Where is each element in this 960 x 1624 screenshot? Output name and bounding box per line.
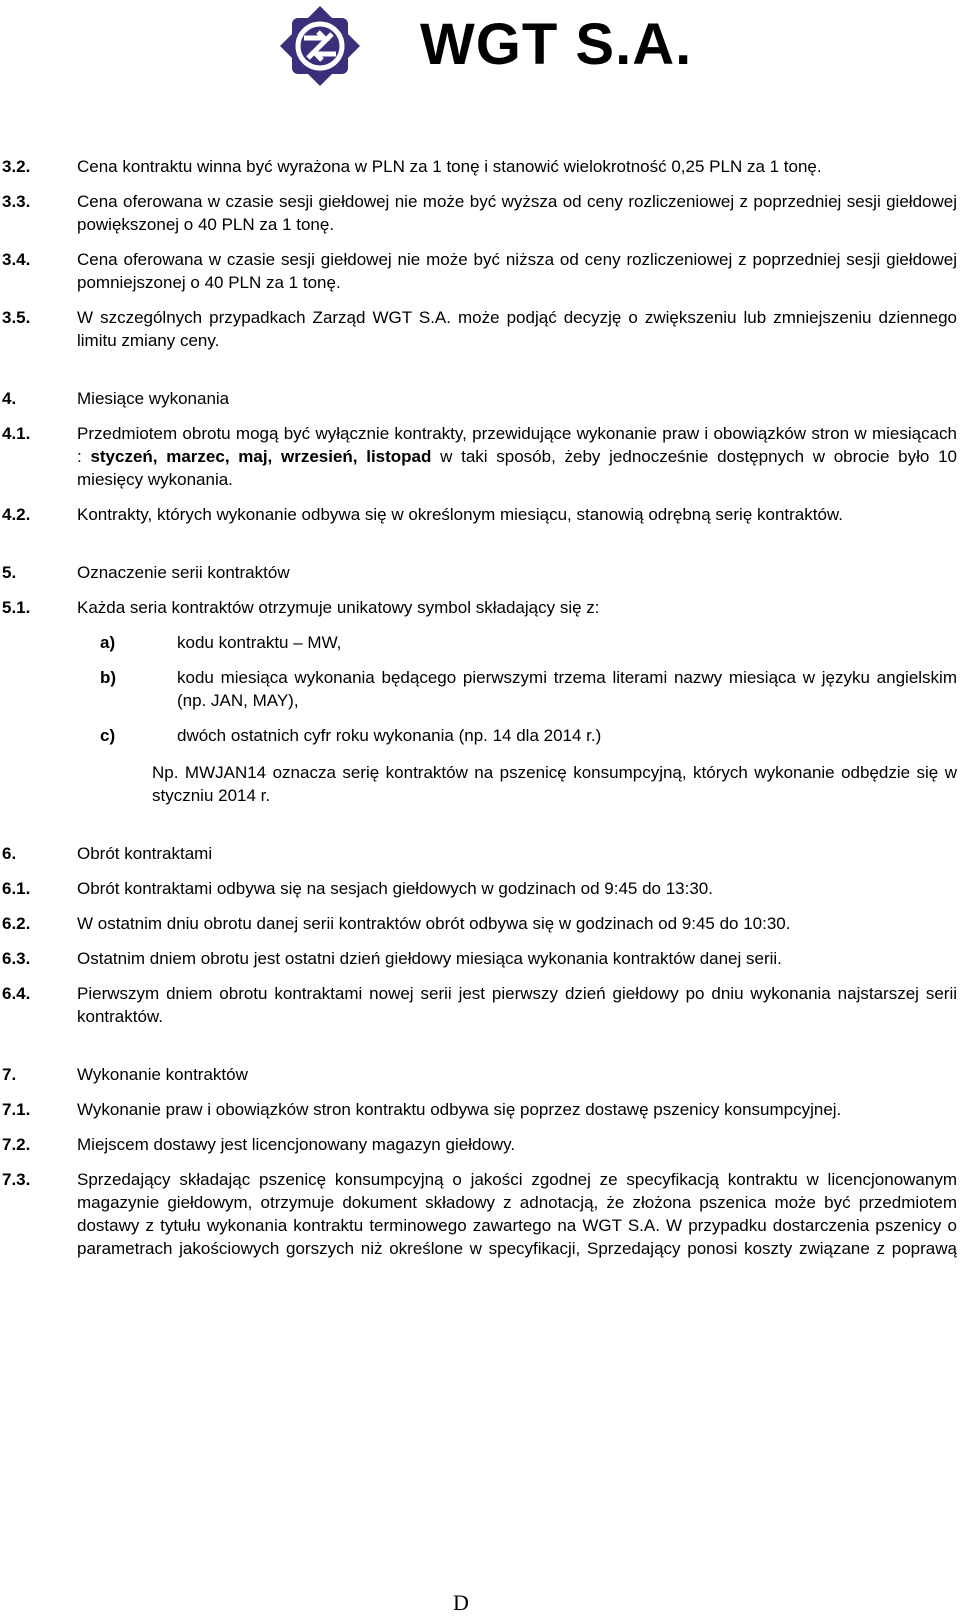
clause-6-4 (0, 982, 960, 1028)
example-note: Np. MWJAN14 oznacza serię kontraktów na pszenicę konsumpcyjną, których wykonanie odbędzie się w styczniu 2014 r. (152, 763, 957, 805)
clause-text: Obrót kontraktami odbywa się na sesjach giełdowych w godzinach od 9:45 do 13:30. (77, 879, 713, 898)
section-number: 6. (2, 844, 17, 863)
list-letter: b) (100, 668, 117, 687)
list-text: dwóch ostatnich cyfr roku wykonania (np. 14 dla 2014 r.) (177, 726, 602, 745)
clause-6-1 (0, 877, 960, 900)
document-header (0, 0, 960, 92)
list-letter: a) (100, 633, 116, 652)
clause-6-3 (0, 947, 960, 970)
page-footer-mark: D (453, 1590, 469, 1615)
clause-text: Cena oferowana w czasie sesji giełdowej nie może być wyższa od ceny rozliczeniowej z poprzedniej sesji giełdowej powiększonej o 40 PLN za 1 tonę. (77, 192, 957, 234)
spacer (0, 538, 960, 561)
clause-7-2 (0, 1133, 960, 1156)
section-heading-7 (0, 1063, 960, 1086)
clause-7-1 (0, 1098, 960, 1121)
section-number: 4. (2, 389, 17, 408)
spacer (0, 1040, 960, 1063)
list-text: kodu miesiąca wykonania będącego pierwszymi trzema literami nazwy miesiąca w języku angielskim (np. JAN, MAY), (177, 668, 957, 710)
section-heading-6 (0, 842, 960, 865)
clause-number: 4.2. (2, 505, 31, 524)
list-item-a (0, 631, 960, 654)
clause-3-5 (0, 306, 960, 352)
clause-number: 7.2. (2, 1135, 31, 1154)
clause-number: 5.1. (2, 598, 31, 617)
clause-number: 6.1. (2, 879, 31, 898)
clause-number: 6.3. (2, 949, 31, 968)
clause-text: Miejscem dostawy jest licencjonowany magazyn giełdowy. (77, 1135, 516, 1154)
clause-4-1 (0, 422, 960, 491)
clause-4-2 (0, 503, 960, 526)
brand-name: WGT S.A. (420, 12, 693, 77)
clause-text: Ostatnim dniem obrotu jest ostatni dzień giełdowy miesiąca wykonania kontraktów danej serii. (77, 949, 782, 968)
clause-number: 3.4. (2, 250, 31, 269)
clause-number: 3.5. (2, 308, 31, 327)
clause-3-2 (0, 155, 960, 178)
section-title: Wykonanie kontraktów (77, 1065, 248, 1084)
document-body (0, 155, 960, 1272)
list-text: kodu kontraktu – MW, (177, 633, 342, 652)
section-heading-4 (0, 387, 960, 410)
wgt-logo-icon (278, 4, 362, 88)
clause-text: W szczególnych przypadkach Zarząd WGT S.A. może podjąć decyzję o zwiększeniu lub zmniejszeniu dziennego limitu zmiany ceny. (77, 308, 957, 350)
clause-3-3 (0, 190, 960, 236)
clause-text: W ostatnim dniu obrotu danej serii kontraktów obrót odbywa się w godzinach od 9:45 do 10:30. (77, 914, 791, 933)
list-letter: c) (100, 726, 116, 745)
list-item-c (0, 724, 960, 747)
section-number: 7. (2, 1065, 17, 1084)
clause-5-1 (0, 596, 960, 619)
clause-text: Pierwszym dniem obrotu kontraktami nowej serii jest pierwszy dzień giełdowy po dniu wykonania najstarszej serii kontraktów. (77, 984, 957, 1026)
clause-text: Cena oferowana w czasie sesji giełdowej nie może być niższa od ceny rozliczeniowej z poprzedniej sesji giełdowej pomniejszonej o 40 PLN za 1 tonę. (77, 250, 957, 292)
clause-text-part: w taki sposób, żeby jednocześnie dostępnych w obrocie było 10 miesięcy wykonania. (77, 447, 957, 489)
clause-number: 7.1. (2, 1100, 31, 1119)
clause-number: 6.4. (2, 984, 31, 1003)
section-number: 5. (2, 563, 17, 582)
clause-number: 4.1. (2, 424, 31, 443)
clause-text: Każda seria kontraktów otrzymuje unikatowy symbol składający się z: (77, 598, 600, 617)
clause-text-part: Przedmiotem obrotu mogą być wyłącznie kontrakty, przewidujące wykonanie praw i obowiązków stron w miesiącach : (77, 424, 957, 466)
section-title: Oznaczenie serii kontraktów (77, 563, 290, 582)
clause-text (77, 422, 957, 491)
clause-number: 7.3. (2, 1170, 31, 1189)
section-heading-5 (0, 561, 960, 584)
clause-text: Wykonanie praw i obowiązków stron kontraktu odbywa się poprzez dostawę pszenicy konsumpcyjnej. (77, 1100, 842, 1119)
clause-text: Sprzedający składając pszenicę konsumpcyjną o jakości zgodnej ze specyfikacją kontraktu w licencjonowanym magazynie giełdowym, otrzymuje dokument składowy z adnotacją, że złożona pszenica może być przedmiotem dostawy z tytułu wykonania kontraktu terminowego zawartego na WGT S.A. W przypadku dostarczenia pszenicy o parametrach jakościowych gorszych niż określone w specyfikacji, Sprzedający ponosi koszty związane z poprawą (77, 1170, 957, 1258)
clause-number: 3.3. (2, 192, 31, 211)
spacer (0, 819, 960, 842)
clause-number: 6.2. (2, 914, 31, 933)
clause-text: Kontrakty, których wykonanie odbywa się w określonym miesiącu, stanowią odrębną serię kontraktów. (77, 505, 843, 524)
section-title: Obrót kontraktami (77, 844, 213, 863)
spacer (0, 364, 960, 387)
clause-number: 3.2. (2, 157, 31, 176)
section-title: Miesiące wykonania (77, 389, 230, 408)
clause-text: Cena kontraktu winna być wyrażona w PLN za 1 tonę i stanowić wielokrotność 0,25 PLN za 1 tonę. (77, 157, 822, 176)
months-list: styczeń, marzec, maj, wrzesień, listopad (90, 447, 432, 466)
list-item-b (0, 666, 960, 712)
clause-6-2 (0, 912, 960, 935)
clause-7-3 (0, 1168, 960, 1260)
clause-3-4 (0, 248, 960, 294)
